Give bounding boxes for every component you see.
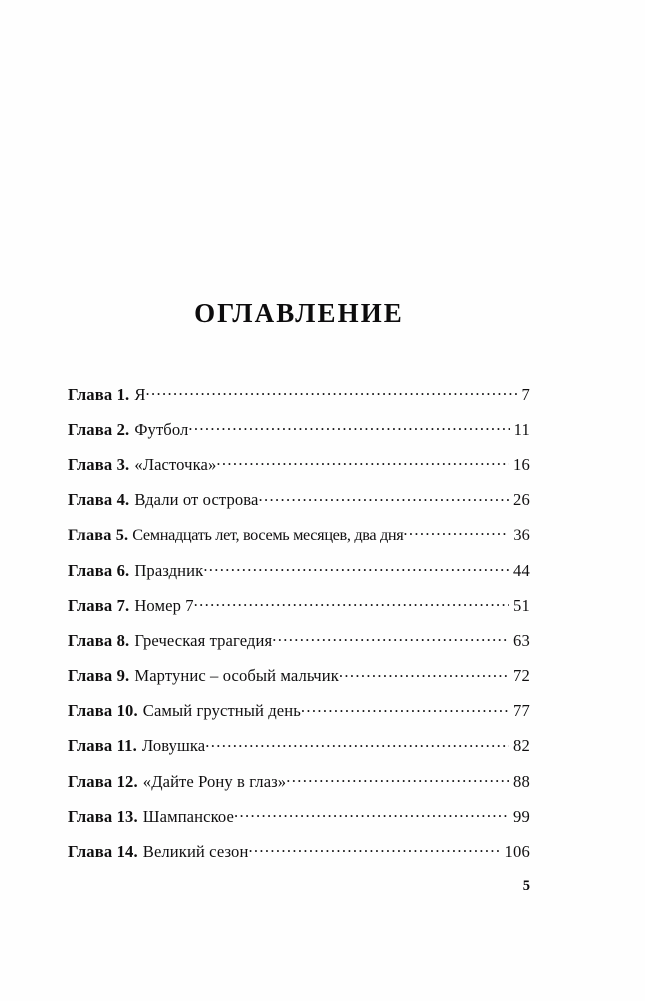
toc-chapter-number: Глава 11. [68,736,137,756]
toc-entry[interactable] [68,453,530,488]
toc-chapter-title: «Ласточка» [134,454,217,474]
dot-leader [146,383,518,400]
toc-chapter-number: Глава 9. [68,666,130,686]
toc-chapter-title: Великий сезон [142,842,249,862]
folio-page-number: 5 [522,878,530,894]
dot-leader [203,559,509,576]
toc-entry[interactable] [68,700,530,735]
toc-page-number: 88 [513,771,530,791]
page-title: ОГЛАВЛЕНИЕ [194,298,404,328]
dot-leader [188,418,509,435]
toc-chapter-number: Глава 12. [68,771,138,791]
toc-chapter-title: Мартунис – особый мальчик [134,666,339,686]
toc-entry[interactable] [68,489,530,524]
toc-page-number: 36 [513,525,530,545]
toc-chapter-title: Футбол [134,419,189,439]
toc-page-number: 44 [513,560,530,580]
toc-page-number: 72 [513,666,530,686]
toc-chapter-title: Семнадцать лет, восемь месяцев, два дня [132,525,404,545]
toc-chapter-number: Глава 10. [68,701,138,721]
toc-chapter-title: «Дайте Рону в глаз» [142,771,287,791]
toc-page-number: 26 [513,490,530,510]
toc-chapter-title: Праздник [134,560,204,580]
toc-entry[interactable] [68,418,530,453]
toc-chapter-number: Глава 7. [68,595,130,615]
toc-entry[interactable] [68,559,530,594]
toc-chapter-number: Глава 5. [68,525,129,545]
toc-page-number: 77 [513,701,530,721]
dot-leader [272,629,509,646]
dot-leader [194,594,509,611]
toc-entry[interactable] [68,594,530,629]
toc-chapter-number: Глава 1. [68,384,130,404]
dot-leader [286,770,509,787]
toc-page-number: 7 [521,384,530,404]
dot-leader [234,805,509,822]
toc-chapter-title: Ловушка [141,736,206,756]
toc-chapter-number: Глава 2. [68,419,130,439]
toc-entry[interactable] [68,524,530,559]
toc-chapter-title: Самый грустный день [142,701,301,721]
dot-leader [216,453,509,470]
dot-leader [301,700,509,717]
toc-entry[interactable] [68,805,530,840]
dot-leader [248,840,500,857]
toc-entry[interactable] [68,665,530,700]
toc-chapter-title: Греческая трагедия [134,630,273,650]
toc-chapter-number: Глава 4. [68,490,130,510]
toc-chapter-title: Я [134,384,146,404]
table-of-contents-list [68,383,530,876]
dot-leader [205,735,509,752]
toc-entry[interactable] [68,629,530,664]
toc-entry[interactable] [68,840,530,875]
toc-chapter-number: Глава 6. [68,560,130,580]
toc-chapter-title: Номер 7 [134,595,194,615]
toc-page-number: 106 [504,842,530,862]
toc-chapter-title: Шампанское [142,806,234,826]
toc-chapter-title: Вдали от острова [134,490,259,510]
toc-entry[interactable] [68,383,530,418]
dot-leader [339,665,509,682]
toc-page-number: 82 [513,736,530,756]
toc-chapter-number: Глава 14. [68,842,138,862]
toc-page-number: 16 [513,454,530,474]
dot-leader [258,489,509,506]
toc-page-number: 11 [513,419,530,439]
toc-entry[interactable] [68,735,530,770]
toc-chapter-number: Глава 13. [68,806,138,826]
dot-leader [403,524,509,540]
toc-page-number: 63 [513,630,530,650]
toc-page-number: 51 [513,595,530,615]
toc-chapter-number: Глава 8. [68,630,130,650]
toc-entry[interactable] [68,770,530,805]
toc-page-number: 99 [513,806,530,826]
toc-chapter-number: Глава 3. [68,454,130,474]
